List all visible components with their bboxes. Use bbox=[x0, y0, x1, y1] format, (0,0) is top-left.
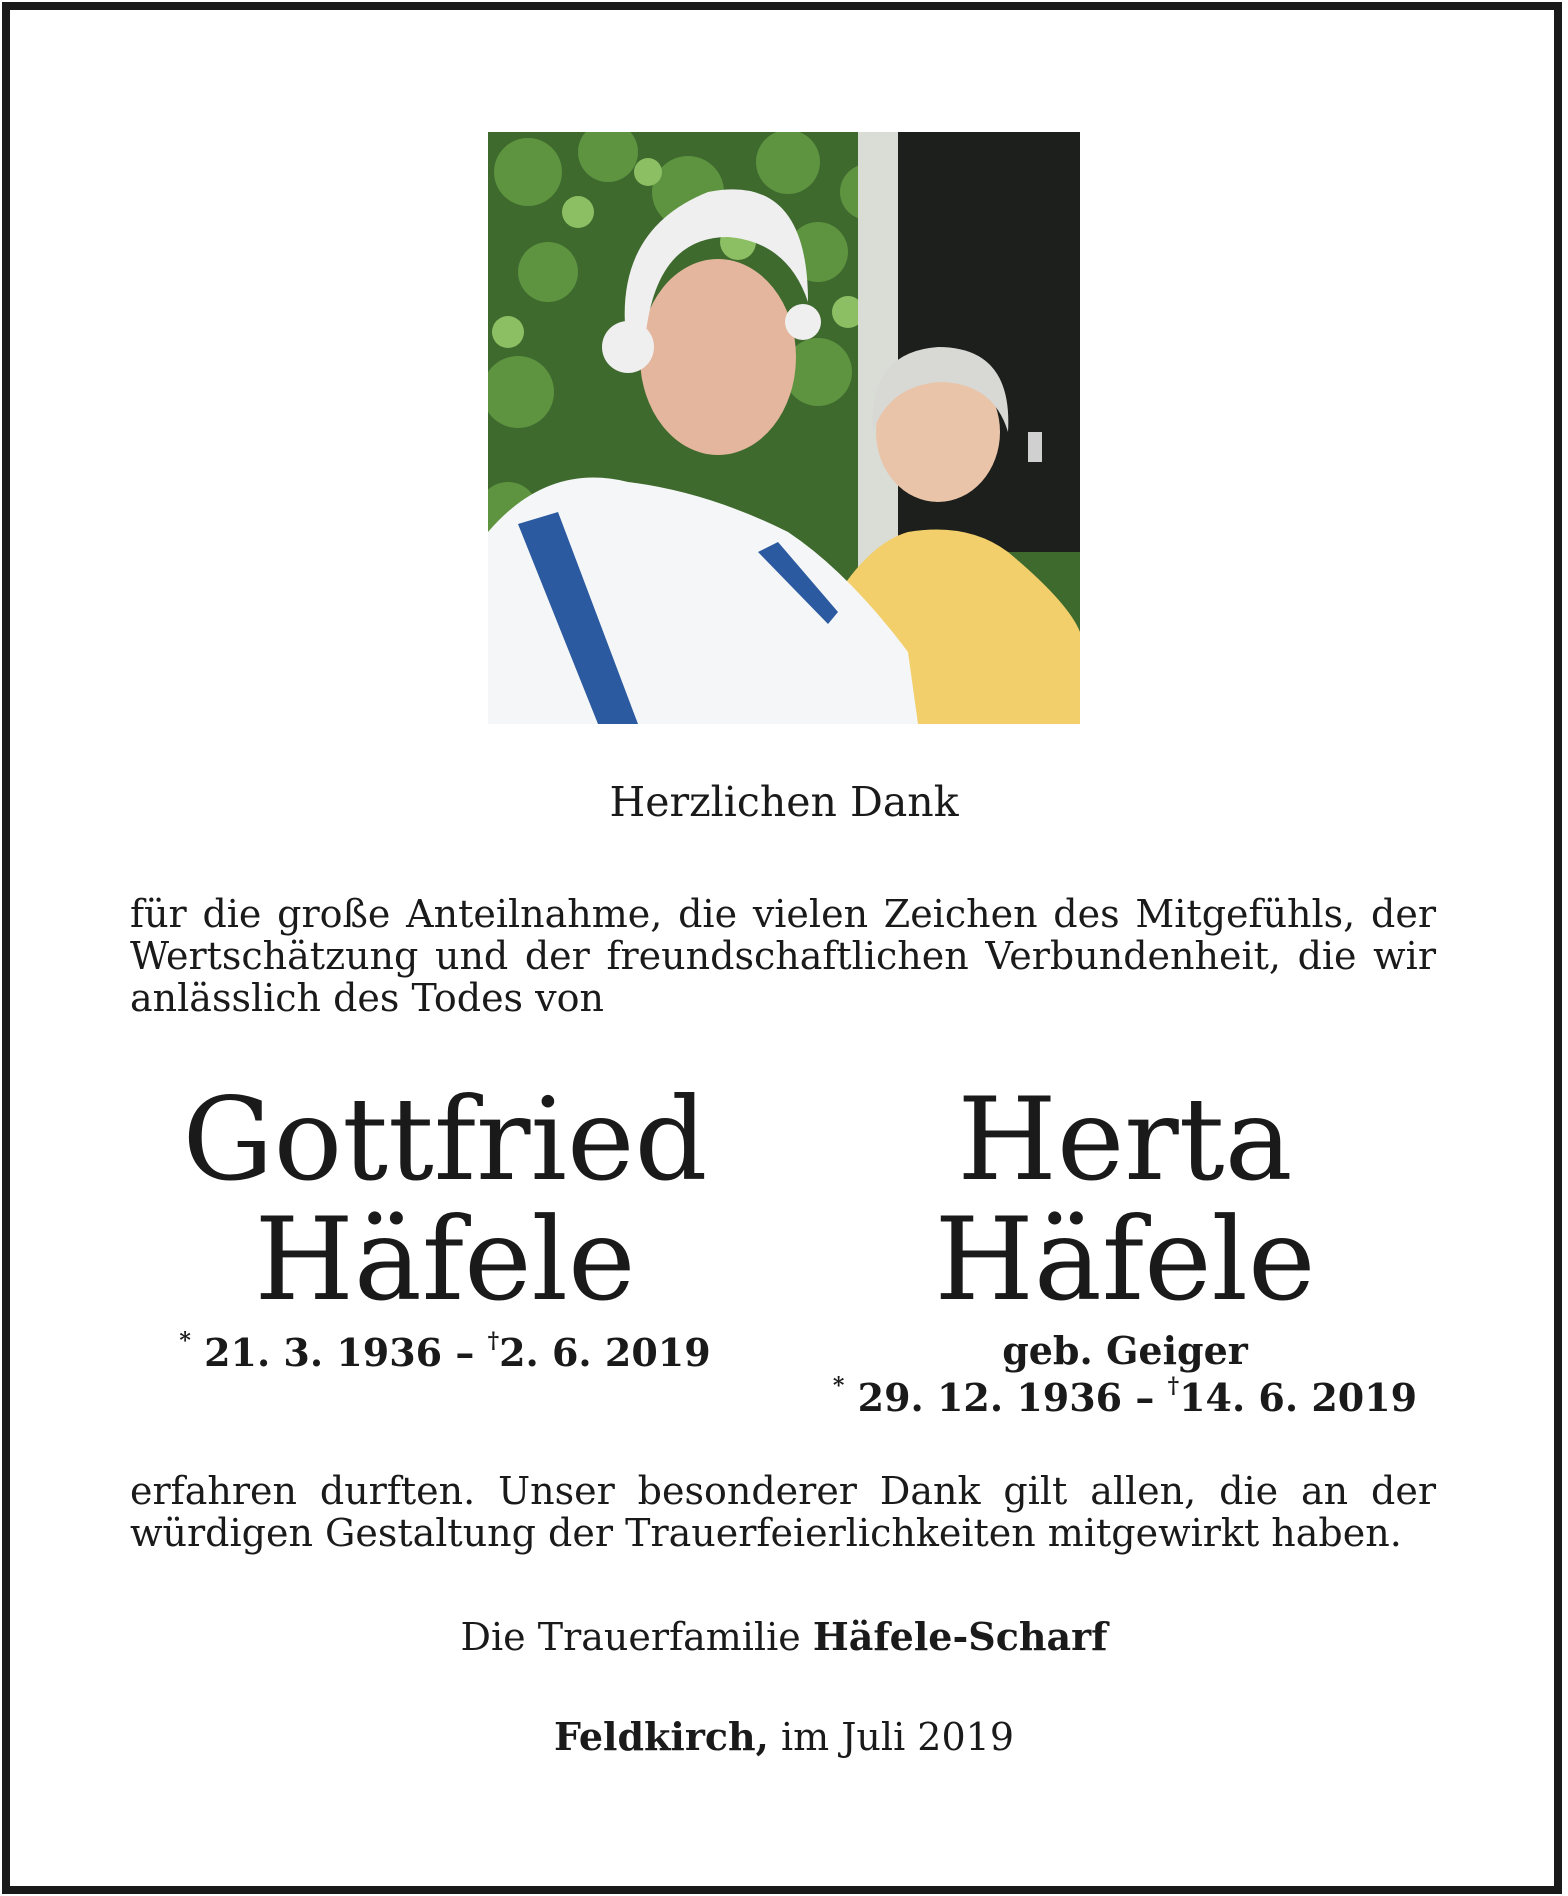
person-herta bbox=[830, 1073, 1420, 1420]
death-date: 2. 6. 2019 bbox=[499, 1330, 711, 1375]
life-dates bbox=[830, 1373, 1420, 1420]
family-name: Häfele-Scharf bbox=[812, 1614, 1108, 1659]
maiden-name: geb. Geiger bbox=[1002, 1328, 1248, 1373]
portrait-photo-icon bbox=[488, 132, 1080, 724]
place-date-line bbox=[0, 1714, 1568, 1759]
portrait-photo bbox=[488, 132, 1080, 724]
closing-paragraph: erfahren durften. Unser besonderer Dank gilt allen, die an der würdigen Gestaltung der Trauerfeierlichkeiten mitgewirkt haben. bbox=[130, 1469, 1436, 1555]
birth-symbol: * bbox=[832, 1373, 845, 1399]
life-dates bbox=[150, 1328, 740, 1375]
date-dash: – bbox=[1135, 1375, 1155, 1420]
signature-line bbox=[0, 1614, 1568, 1659]
intro-paragraph: für die große Anteilnahme, die vielen Zeichen des Mitgefühls, der Wertschätzung und der freundschaftlichen Verbundenheit, die wir anlässlich des Todes von bbox=[130, 892, 1436, 1020]
birth-date: 21. 3. 1936 bbox=[204, 1330, 443, 1375]
signature-prefix: Die Trauerfamilie bbox=[460, 1615, 801, 1659]
death-symbol: † bbox=[1167, 1373, 1180, 1399]
first-name: Herta bbox=[957, 1073, 1293, 1206]
person-gottfried bbox=[150, 1073, 740, 1375]
birth-symbol: * bbox=[179, 1328, 191, 1354]
first-name: Gottfried bbox=[182, 1073, 708, 1206]
place-city: Feldkirch, bbox=[553, 1714, 769, 1759]
heading-thanks: Herzlichen Dank bbox=[609, 778, 959, 826]
death-symbol: † bbox=[487, 1328, 500, 1354]
last-name: Häfele bbox=[254, 1193, 636, 1326]
death-date: 14. 6. 2019 bbox=[1179, 1375, 1418, 1420]
birth-date: 29. 12. 1936 bbox=[857, 1375, 1123, 1420]
place-date: im Juli 2019 bbox=[780, 1715, 1015, 1759]
last-name: Häfele bbox=[934, 1193, 1316, 1326]
date-dash: – bbox=[455, 1330, 475, 1375]
